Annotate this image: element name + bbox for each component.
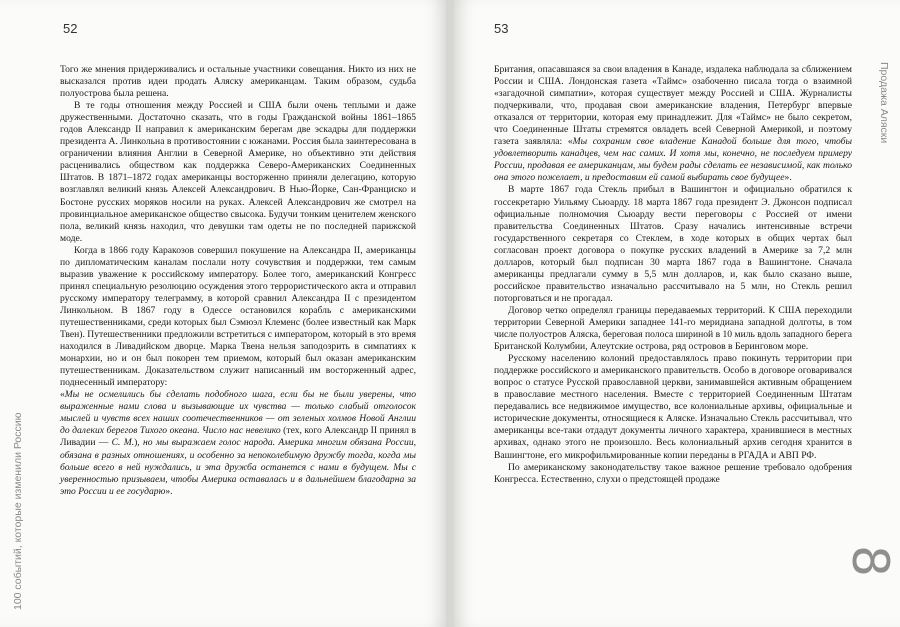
quote-mark: «	[60, 389, 65, 401]
quote-mark: ».	[784, 172, 792, 184]
paragraph: Русскому населению колоний предоставлялось право покинуть территории при поддержке российского и американского правительств. Особо в договоре оговаривался вопрос о статусе Русской православной церкви, занимавшейся активным обращением в православие местного населения. Вместе с территорией Соединенным Штатам передавались все недвижимое имущество, все колониальные архивы, официальные и исторические документы, относящиеся к Аляске. Изначально Стекль рассчитывал, что американцы все-таки отдадут документы личного характера, хранившиеся в местных архивах, однако этого не произошло. Весь колониальный архив сегодня хранится в Вашингтоне, его микрофильмированные копии переданы в РГАДА и АВП РФ.	[494, 353, 852, 461]
paragraph	[494, 64, 852, 184]
running-head-book-title: 100 событий, которые изменили Россию	[12, 412, 24, 610]
paragraph: Когда в 1866 году Каракозов совершил покушение на Александра II, американцы по дипломатическим каналам послали ноту сочувствия и поддержки, тем самым выразив уважение к российскому императору. Более того, американский Конгресс принял специальную резолюцию осуждения этого террористического акта и отправил русскому императору телеграмму, в которой сравнил Александра II с президентом Линкольном. В 1867 году в Одессе остановился корабль с американскими путешественниками, среди которых был Сэмюэл Клеменс (более известный как Марк Твен). Путешественники предложили встретиться с императором, который в это время находился в Ливадийском дворце. Марка Твена нельзя заподозрить в симпатиях к монархии, но и он был покорен тем приемом, который был оказан американским путешественникам. Доказательством служит написанный им восторженный адрес, поднесенный императору:	[60, 244, 416, 389]
quote-paragraph	[60, 389, 416, 497]
author-note-close: ),	[134, 437, 143, 449]
page-number: 53	[494, 21, 509, 36]
paragraph: В марте 1867 года Стекль прибыл в Вашингтон и официально обратился к госсекретарю Уильяму Сьюарду. 18 марта 1867 года президент Э. Джонсон подписал официальные полномочия Сьюарду вести переговоры с Россией от имени правительства Соединенных Штатов. Сразу начались интенсивные встречи государственного секретаря со Стеклем, в ходе которых в общих чертах был согласован проект договора о покупке русских владений в Америке за 7,2 млн долларов, который был подписан 30 марта 1867 года в Вашингтоне. Сначала американцы предлагали сумму в 5,5 млн долларов, и, как было сказано выше, российское правительство изначально рассчитывало на 5 млн, но Стекль решил поторговаться и не прогадал.	[494, 184, 852, 304]
page-number: 52	[63, 21, 78, 36]
right-page	[454, 0, 900, 627]
body-text	[494, 64, 852, 486]
paragraph-text: Британия, опасавшаяся за свои владения в Канаде, издалека наблюдала за сближением России и США. Лондонская газета «Таймс» озабоченно писала тогда о взаимной «загадочной симпатии», которая существует между Россией и США. Журналисты подчеркивали, что, продавая свои американские владения, Петербург впервые отказался от территории, которая ему принадлежит. Для «Таймс» не было секретом, что Соединенные Штаты стремятся овладеть всей Северной Америкой, и поэтому газета заявляла: «	[494, 64, 852, 148]
chapter-number: 8	[841, 545, 899, 577]
running-head-chapter-title: Продажа Аляски	[878, 62, 890, 144]
author-initials: С. М.	[111, 437, 135, 449]
paragraph: В те годы отношения между Россией и США были очень теплыми и даже дружественными. Достаточно сказать, что в годы Гражданской войны 1861–1865 годов Александр II направил к американским берегам две эскадры для поддержки президента А. Линкольна в противостоянии с южанами. Россия была заинтересована в ограничении влияния Англии в Северной Америке, но объективно эти действия расценивались обществом как поддержка Северо-Американских Соединенных Штатов. В 1871–1872 годах американцы восторженно приняли делегацию, которую возглавлял великий князь Алексей Александрович. В Нью-Йорке, Сан-Франциско и Бостоне русских моряков носили на руках. Алексей Александрович же смотрел на провинциальное американское общество свысока. Будучи тонким ценителем женского пола, великий князь находил, что девушки там одеты не по последней парижской моде.	[60, 100, 416, 244]
quote-text: Мы сохраним свое владение Канадой больше для того, чтобы удовлетворить канадцев, чем нас самих. И хотя мы, конечно, не последуем примеру России, продавая ее американцам, мы будем рады сделать ее независимой, как только она этого пожелает, и предоставим ей самой выбирать свое будущее	[494, 136, 852, 184]
quote-text: Мы не осмелились бы сделать подобного шага, если бы не были уверены, что выраженные нами слова и вызывающие их чувства — только слабый отголосок мыслей и чувств всех наших соотечественников — от зеленых холмов Новой Англии до далеких берегов Тихого океана. Число нас невелико	[60, 389, 416, 437]
paragraph: Того же мнения придерживались и остальные участники совещания. Никто из них не высказался против идеи продать Аляску американцам. Таким образом, судьба полуострова была решена.	[60, 64, 416, 100]
left-page	[0, 0, 446, 627]
paragraph: По американскому законодательству такое важное решение требовало одобрения Конгресса. Естественно, слухи о предстоящей продаже	[494, 461, 852, 485]
body-text	[60, 64, 416, 498]
paragraph: Договор четко определял границы передаваемых территорий. К США переходили территории Северной Америки западнее 141-го меридиана западной долготы, в том числе полуостров Аляска, береговая полоса шириной в 10 миль вдоль западного берега Британской Колумбии, Алеутские острова, ряд островов в Беринговом море.	[494, 304, 852, 353]
author-note: (тех, кого Александр II принял в Ливадии —	[60, 425, 416, 449]
book-gutter	[446, 0, 454, 627]
quote-mark: ».	[165, 485, 173, 497]
quote-text: но мы выражаем голос народа. Америка многим обязана России, обязана в разных отношениях, и особенно за непоколебимую дружбу тогда, когда мы больше всего в ней нуждались, и эта дружба останется с нами в будущем. Мы с уверенностью призываем, чтобы Америка оставалась и в дальнейшем благодарна за это России и ее государю	[60, 437, 417, 497]
